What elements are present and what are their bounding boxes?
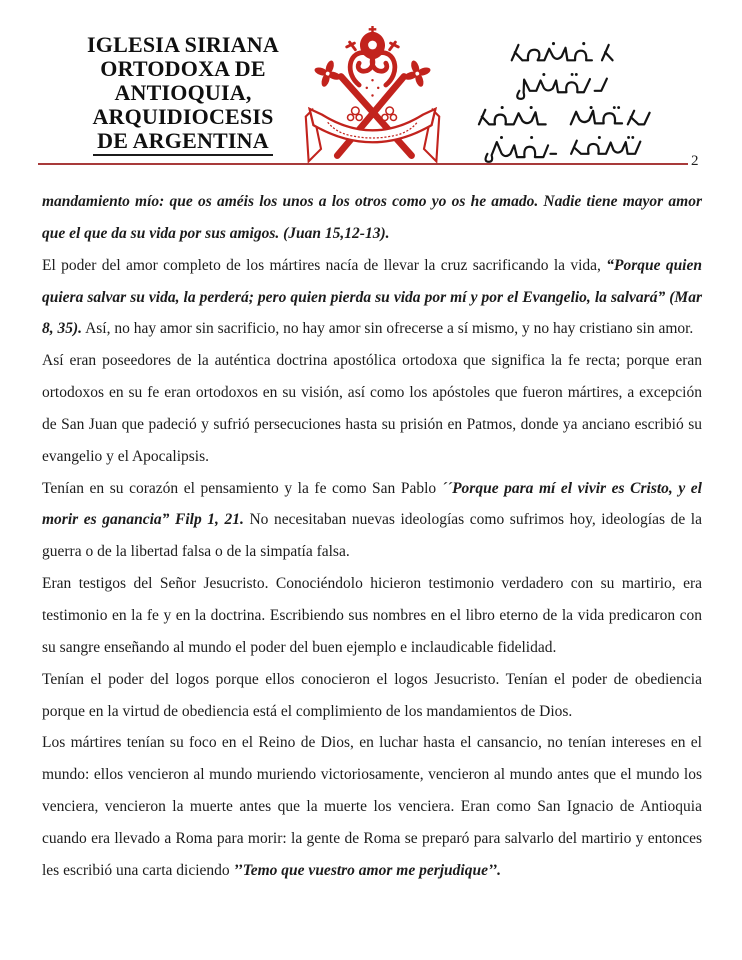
church-name-line: IGLESIA SIRIANA bbox=[87, 32, 279, 57]
paragraph bbox=[42, 473, 702, 569]
text-segment: Tenían el poder del logos porque ellos conocieron el logos Jesucristo. Tenían el poder de obediencia porque en la virtud de obediencia está el complimiento de los mandamientos de Dios. bbox=[42, 670, 702, 720]
church-name-spanish bbox=[55, 33, 311, 156]
church-name-line: ORTODOXA DE bbox=[100, 56, 266, 81]
text-segment: Así, no hay amor sin sacrificio, no hay amor sin ofrecerse a sí mismo, y no hay cristiano sin amor. bbox=[82, 320, 694, 338]
text-segment: Los mártires tenían su foco en el Reino de Dios, en luchar hasta el cansancio, no tenían intereses en el mundo: ellos vencieron al mundo muriendo victoriosamente, vencieron al mundo antes que el mundo los venciera, vencieron la muerte antes que la muerte los venciera. Eran como San Ignacio de Antioquia cuando era llevado a Roma para morir: la gente de Roma se preparó para salvarlo del martirio y entonces les escribió una carta diciendo bbox=[42, 734, 702, 879]
church-name-line: ANTIOQUIA, bbox=[114, 80, 252, 105]
paragraph bbox=[42, 727, 702, 886]
page-number: 2 bbox=[691, 153, 699, 169]
paragraph bbox=[42, 250, 702, 346]
church-name-line: DE ARGENTINA bbox=[55, 129, 311, 156]
syriac-script-line bbox=[447, 135, 683, 167]
text-segment: El poder del amor completo de los mártires nacía de llevar la cruz sacrificando la vida, bbox=[42, 256, 607, 274]
syriac-script-line bbox=[447, 40, 683, 72]
text-segment: No necesitaban nuevas ideologías como sufrimos hoy, ideologías de la guerra o de la libertad falsa o de la simpatía falsa. bbox=[42, 511, 702, 561]
paragraph bbox=[42, 568, 702, 664]
paragraph bbox=[42, 345, 702, 472]
paragraph bbox=[42, 186, 702, 250]
syriac-script-line bbox=[447, 72, 683, 104]
text-segment: ´´Porque para mí el vivir es Cristo, y el morir es ganancia” Filp 1, 21. bbox=[42, 479, 702, 529]
document-body bbox=[42, 186, 702, 887]
text-segment: Eran testigos del Señor Jesucristo. Conociéndolo hicieron testimonio verdadero con su martirio, era testimonio en la fe y en la doctrina. Escribiendo sus nombres en el libro eterno de la vida predicaron con su sangre enseñando al mundo el poder del buen ejemplo e inclaudicable fidelidad. bbox=[42, 575, 702, 656]
syriac-script-line bbox=[447, 104, 683, 136]
text-segment: “Porque quien quiera salvar su vida, la perderá; pero quien pierda su vida por mí y por el Evangelio, la salvará” (Mar 8, 35). bbox=[42, 256, 702, 338]
church-emblem-logo-icon bbox=[296, 25, 449, 168]
paragraph bbox=[42, 664, 702, 728]
text-segment: Así eran poseedores de la auténtica doctrina apostólica ortodoxa que significa la fe recta; porque eran ortodoxos en su fe eran ortodoxos en su visión, así como los apóstoles que fueron mártires, a excepción de San Juan que padeció y sufrió persecuciones hasta su prisión en Patmos, donde ya anciano escribió su evangelio y el Apocalipsis. bbox=[42, 352, 702, 465]
church-name-syriac bbox=[447, 40, 683, 167]
text-segment: ’’Temo que vuestro amor me perjudique’’. bbox=[233, 861, 502, 879]
text-segment: Tenían en su corazón el pensamiento y la fe como San Pablo bbox=[42, 479, 442, 497]
text-segment: mandamiento mío: que os améis los unos a los otros como yo os he amado. Nadie tiene mayor amor que el que da su vida por sus amigos. (Juan 15,12-13). bbox=[42, 193, 702, 242]
church-name-line: ARQUIDIOCESIS bbox=[92, 104, 274, 129]
